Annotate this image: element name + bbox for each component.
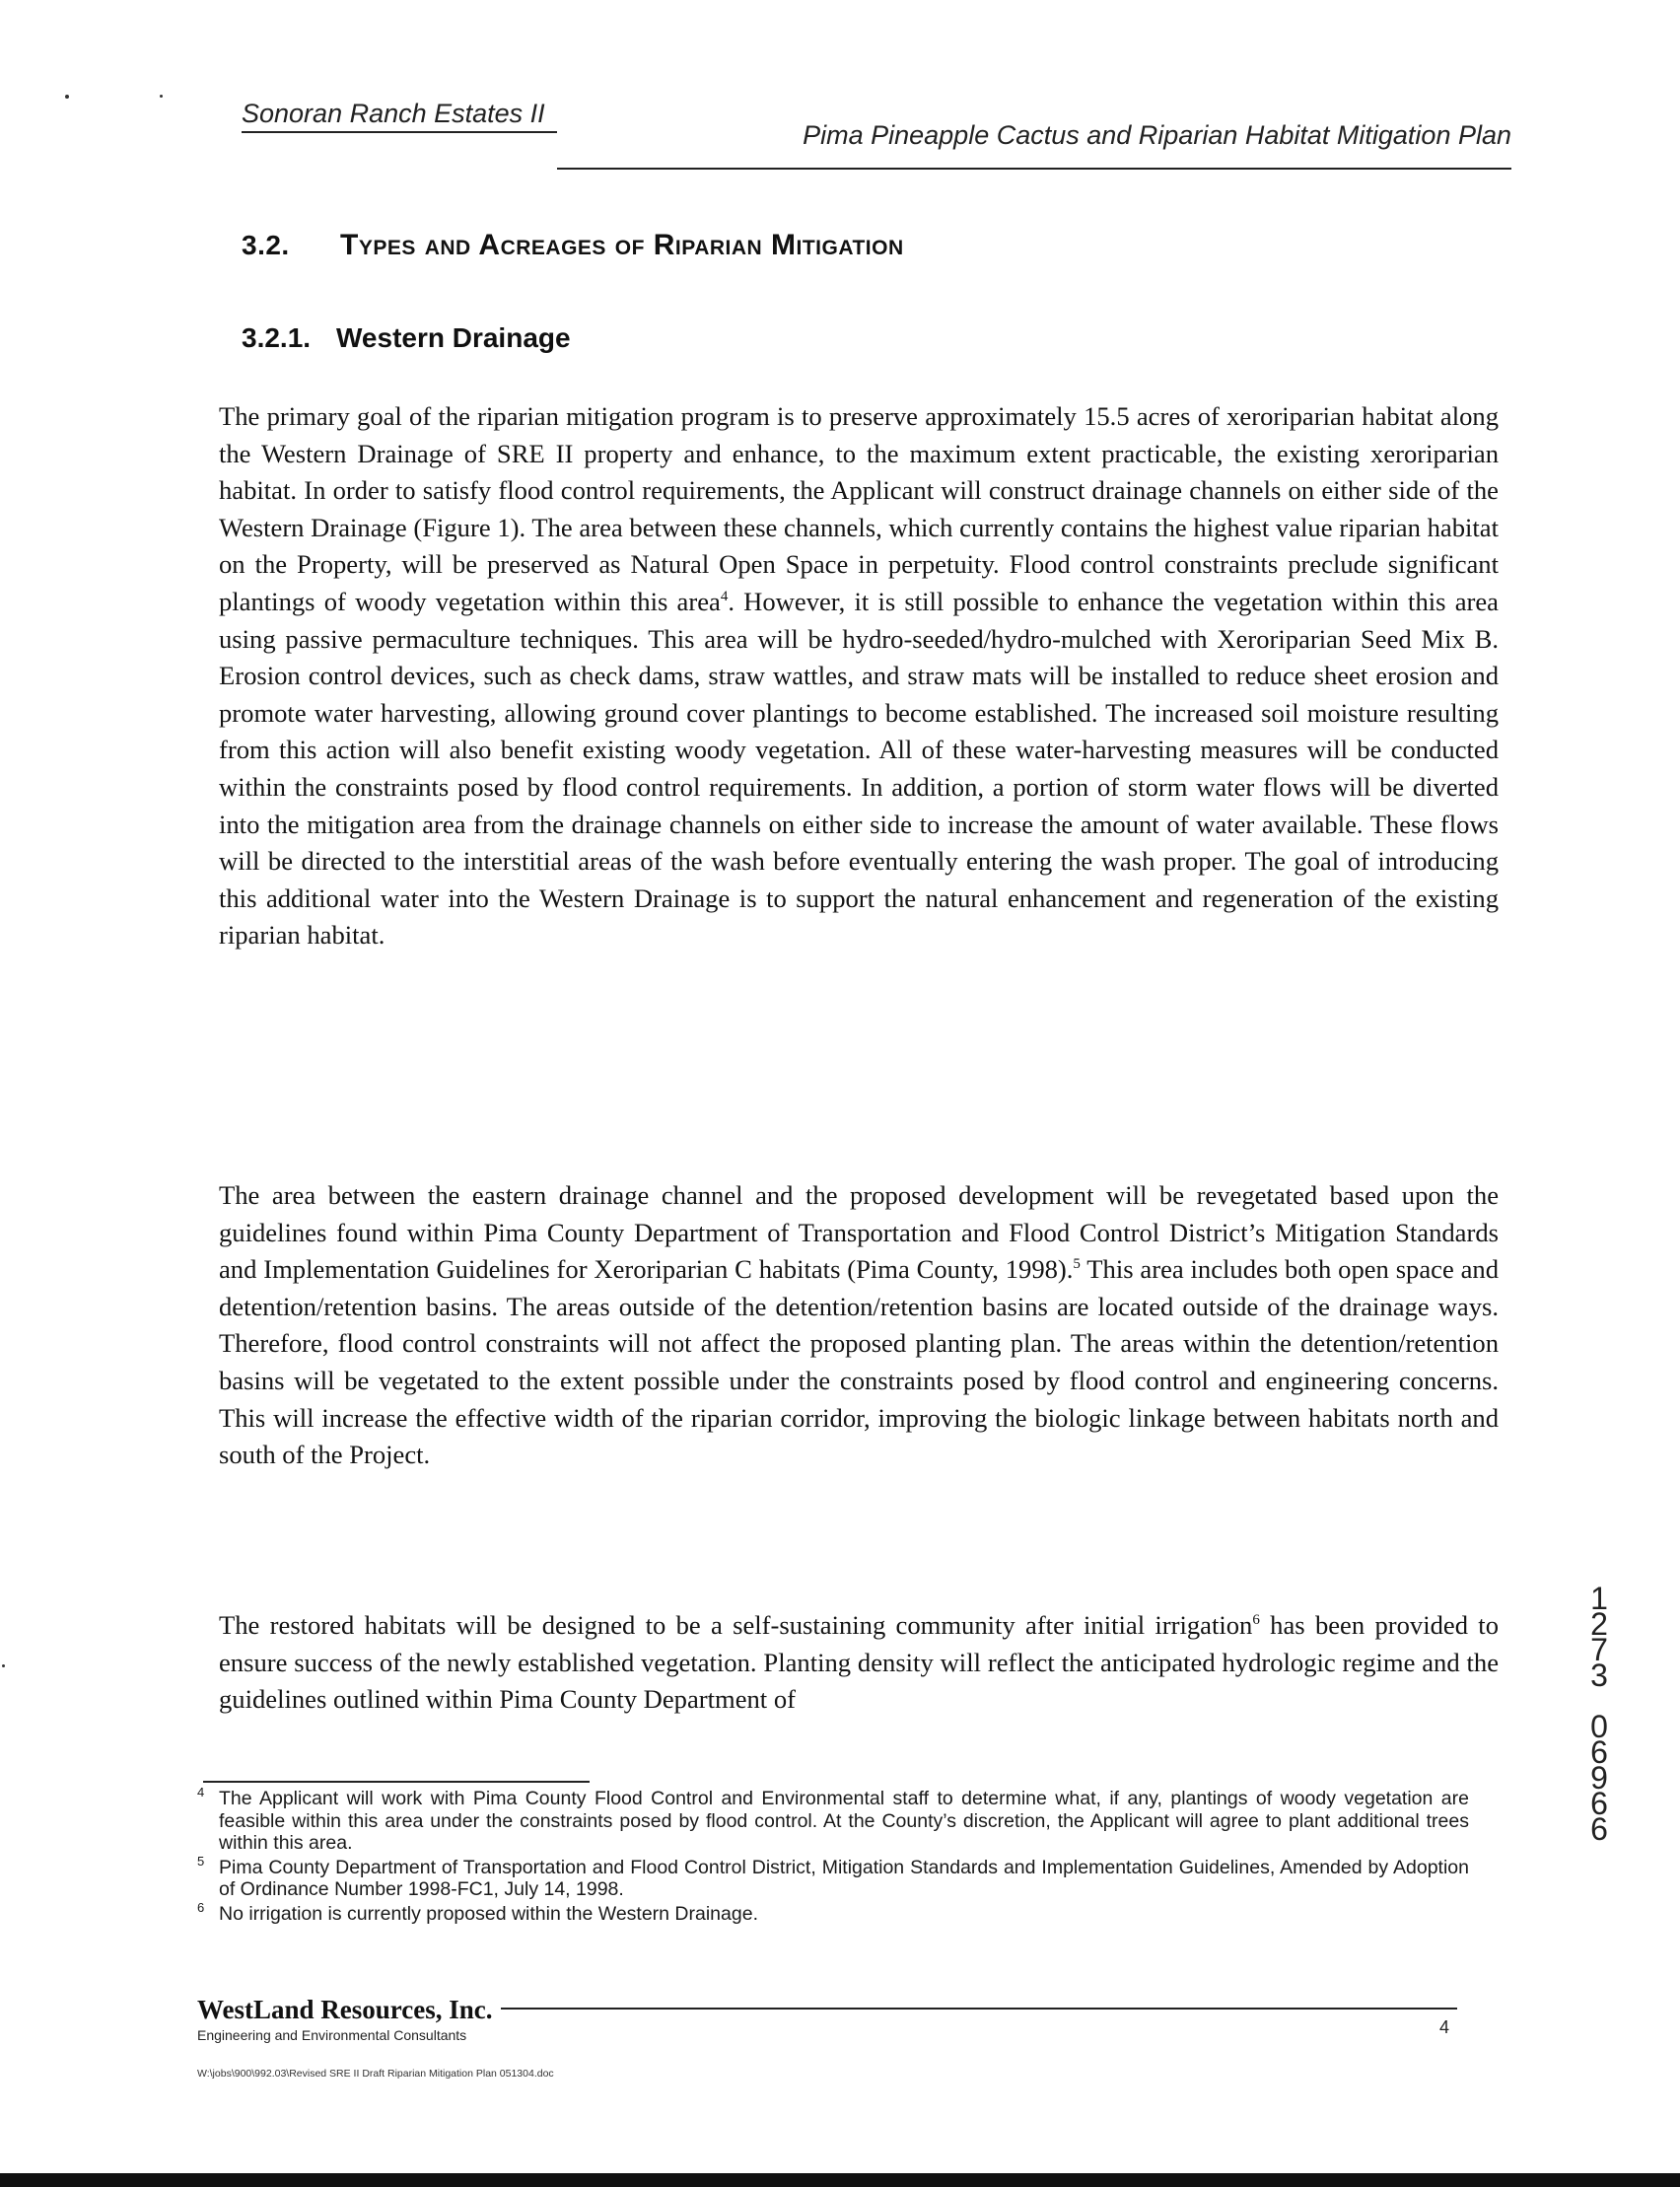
paragraph-2-text-b: This area includes both open space and detention/retention basins. The areas outside of the detention/retention basins are located outside of the drainage ways. Therefore, flood control constraints will not affect the proposed planting plan. The areas within the detention/retention basins will be vegetated to the extent possible under the constraints posed by flood control and engineering concerns. This will increase the effective width of the riparian corridor, improving the biologic linkage between habitats north and south of the Project. <box>219 1254 1499 1470</box>
footnote-mark: 6 <box>197 1899 205 1915</box>
header-rule <box>557 168 1511 170</box>
subsection-title: Western Drainage <box>336 322 571 353</box>
doc-number-digit: 0 <box>1590 1709 1608 1744</box>
footnote-text: Pima County Department of Transportation and Flood Control District, Mitigation Standards and Implementation Guidelines, Amended by Adoption of Ordinance Number 1998-FC1, July 14, 1998. <box>219 1856 1469 1900</box>
scan-speck <box>65 95 69 99</box>
doc-number-digit: 1 <box>1590 1581 1608 1616</box>
header-right-title: Pima Pineapple Cactus and Riparian Habitat Mitigation Plan <box>803 120 1511 150</box>
footnote-mark: 5 <box>197 1853 205 1869</box>
doc-number-digit: 7 <box>1590 1632 1608 1667</box>
paragraph-1 <box>219 398 1499 954</box>
doc-number-digit: 6 <box>1590 1734 1608 1770</box>
footnote-ref-6: 6 <box>1252 1612 1260 1629</box>
document-number-stamp <box>1584 1581 1614 1847</box>
footnote-text: No irrigation is currently proposed within the Western Drainage. <box>219 1902 758 1925</box>
footnote <box>197 1853 1469 1901</box>
doc-number-digit: 9 <box>1590 1760 1608 1796</box>
paragraph-3 <box>219 1607 1499 1719</box>
section-heading <box>242 229 904 262</box>
section-title: Types and Acreages of Riparian Mitigation <box>340 229 904 261</box>
footer-company-name: WestLand Resources, Inc. <box>197 1995 501 2025</box>
footnote <box>197 1785 1469 1855</box>
scan-speck <box>2 1664 5 1667</box>
footnote-text: The Applicant will work with Pima County Flood Control and Environmental staff to determine what, if any, plantings of woody vegetation are feasible within this area under the constraints posed by flood control. At the County’s discretion, the Applicant will agree to plant additional trees within this area. <box>219 1788 1469 1854</box>
header-left-title: Sonoran Ranch Estates II <box>242 99 557 133</box>
paragraph-2-text-a: The area between the eastern drainage channel and the proposed development will be revegetated based upon the guidelines found within Pima County Department of Transportation and Flood Control District’s Mitigation Standards and Implementation Guidelines for Xeroriparian C habitats (Pima County, 1998). <box>219 1180 1499 1285</box>
doc-number-digit: 3 <box>1590 1658 1608 1693</box>
scan-edge-bar <box>0 2173 1680 2187</box>
subsection-number: 3.2.1. <box>242 322 312 353</box>
footnote-mark: 4 <box>197 1785 205 1799</box>
scan-speck <box>160 95 163 98</box>
paragraph-3-text-b: has been provided to ensure success of the newly established vegetation. Planting density will reflect the anticipated hydrologic regime and the guidelines outlined within Pima County Department of <box>219 1610 1499 1715</box>
footnote-ref-4: 4 <box>720 589 729 605</box>
paragraph-1-text-a: The primary goal of the riparian mitigation program is to preserve approximately 15.5 acres of xeroriparian habitat along the Western Drainage of SRE II property and enhance, to the maximum extent practicable, the existing xeroriparian habitat. In order to satisfy flood control requirements, the Applicant will construct drainage channels on either side of the Western Drainage (Figure 1). The area between these channels, which currently contains the highest value riparian habitat on the Property, will be preserved as Natural Open Space in perpetuity. Flood control constraints preclude significant plantings of woody vegetation within this area <box>219 401 1499 616</box>
page-number: 4 <box>1439 2017 1450 2037</box>
paragraph-1-text-b: . However, it is still possible to enhance the vegetation within this area using passive permaculture techniques. This area will be hydro-seeded/hydro-mulched with Xeroriparian Seed Mix B. Erosion control devices, such as check dams, straw wattles, and straw mats will be installed to reduce sheet erosion and promote water harvesting, allowing ground cover plantings to become established. The increased soil moisture resulting from this action will also benefit existing woody vegetation. All of these water-harvesting measures will be conducted within the constraints posed by flood control requirements. In addition, a portion of storm water flows will be diverted into the mitigation area from the drainage channels on either side to increase the amount of water available. These flows will be directed to the interstitial areas of the wash before eventually entering the wash proper. The goal of introducing this additional water into the Western Drainage is to support the natural enhancement and regeneration of the existing riparian habitat. <box>219 586 1499 951</box>
subsection-heading <box>242 322 571 354</box>
footnote-separator <box>203 1781 590 1783</box>
footer-file-path: W:\jobs\900\992.03\Revised SRE II Draft Riparian Mitigation Plan 051304.doc <box>197 2068 554 2080</box>
footer-tagline: Engineering and Environmental Consultants <box>197 2027 467 2043</box>
footnote-ref-5: 5 <box>1073 1256 1081 1273</box>
doc-number-digit: 6 <box>1590 1811 1608 1847</box>
doc-number-digit: 6 <box>1590 1786 1608 1821</box>
paragraph-2 <box>219 1177 1499 1474</box>
paragraph-3-text-a: The restored habitats will be designed to be a self-sustaining community after initial irrigation <box>219 1610 1253 1640</box>
footnotes <box>197 1785 1469 1925</box>
section-number: 3.2. <box>242 230 290 260</box>
doc-number-digit: 2 <box>1590 1606 1608 1642</box>
footnote <box>197 1899 1469 1926</box>
